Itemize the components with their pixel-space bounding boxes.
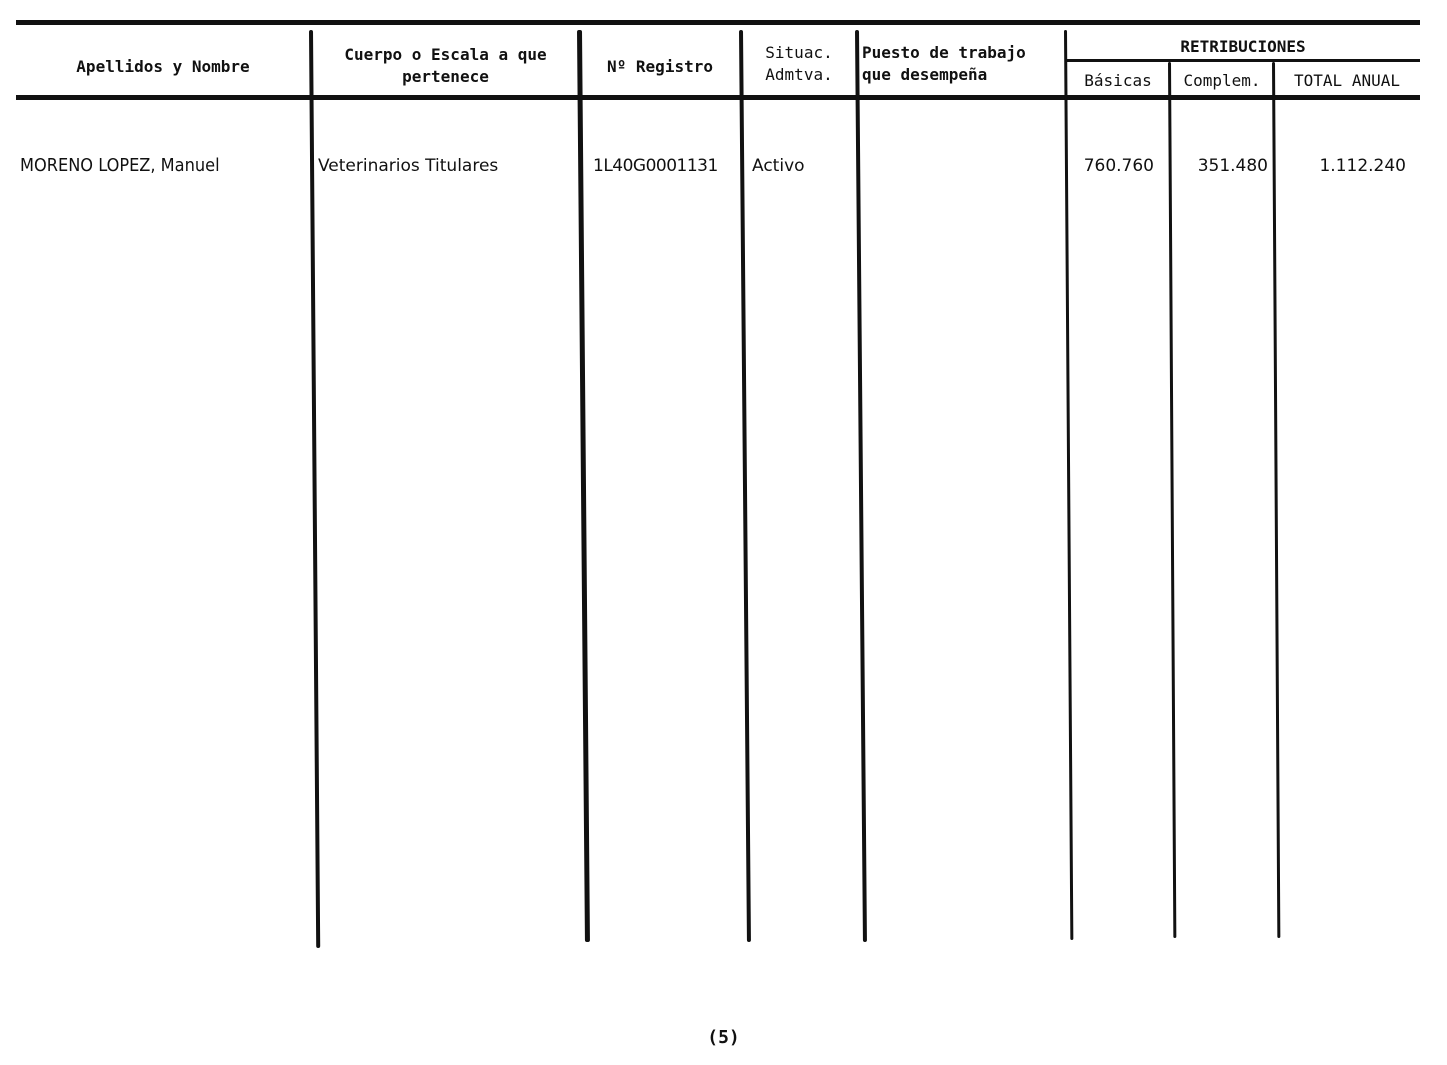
cell-basic: 760.760 — [1083, 156, 1154, 176]
table-top-rule — [16, 20, 1420, 25]
header-retribuciones: RETRIBUCIONES — [1180, 37, 1306, 56]
col-sep-2 — [577, 30, 590, 942]
header-basic: Básicas — [1084, 71, 1152, 90]
cell-total: 1.112.240 — [1319, 156, 1406, 176]
page-number: (5) — [707, 1027, 740, 1048]
header-total: TOTAL ANUAL — [1294, 71, 1400, 90]
col-sep-7 — [1272, 62, 1280, 938]
header-job: Puesto de trabajo que desempeña — [862, 43, 1026, 84]
col-sep-4 — [855, 30, 867, 942]
header-corps: Cuerpo o Escala a que pertenece — [344, 45, 547, 86]
retribuciones-underline — [1066, 59, 1420, 62]
cell-complem: 351.480 — [1197, 156, 1268, 176]
cell-corps: Veterinarios Titulares — [318, 156, 499, 176]
header-registry: Nº Registro — [607, 57, 713, 76]
col-sep-6 — [1168, 62, 1176, 938]
col-sep-3 — [739, 30, 751, 942]
cell-situation: Activo — [752, 156, 805, 176]
header-name: Apellidos y Nombre — [76, 57, 250, 76]
header-complem: Complem. — [1183, 71, 1261, 90]
header-bottom-rule — [16, 95, 1420, 100]
header-situation: Situac. Admtva. — [765, 43, 833, 84]
cell-name: MORENO LOPEZ, Manuel — [20, 155, 220, 176]
cell-registry: 1L40G0001131 — [593, 156, 718, 176]
